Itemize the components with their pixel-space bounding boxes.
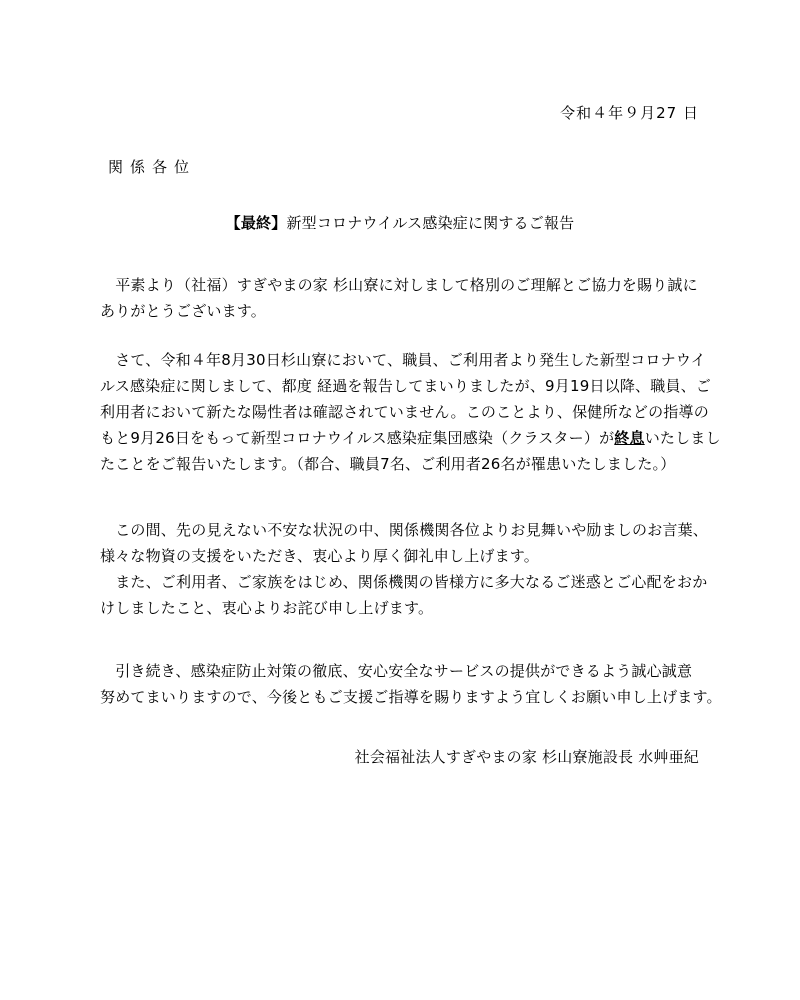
paragraph-line: 平素より（社福）すぎやまの家 杉山寮に対しまして格別のご理解とご協力を賜り誠に: [100, 276, 698, 294]
paragraph-line: 引き続き、感染症防止対策の徹底、安心安全なサービスの提供ができるよう誠心誠意: [100, 662, 693, 680]
paragraph-thanks: [100, 517, 708, 569]
document-date: 令和４年９月27 日: [560, 104, 699, 122]
paragraph-greeting: [100, 272, 698, 324]
title-tag: 【最終】: [225, 214, 287, 232]
paragraph-report: [100, 347, 721, 477]
paragraph-line: [100, 425, 721, 451]
paragraph-line: さて、令和４年8月30日杉山寮において、職員、ご利用者より発生した新型コロナウイ: [100, 351, 706, 369]
paragraph-line: 利用者において新たな陽性者は確認されていません。このことより、保健所などの指導の: [100, 403, 709, 421]
paragraph-line: また、ご利用者、ご家族をはじめ、関係機関の皆様方に多大なるご迷惑とご心配をおか: [100, 573, 708, 591]
paragraph-line: たことをご報告いたします。（都合、職員7名、ご利用者26名が罹患いたしました。）: [100, 455, 676, 473]
line-text: いたしまし: [644, 429, 721, 447]
paragraph-apology: [100, 569, 707, 621]
paragraph-line: この間、先の見えない不安な状況の中、関係機関各位よりお見舞いや励ましのお言葉、: [100, 521, 709, 539]
paragraph-closing: [100, 658, 722, 710]
paragraph-line: 様々な物資の支援をいただき、衷心より厚く御礼申し上げます。: [100, 547, 540, 565]
signature: 社会福祉法人すぎやまの家 杉山寮施設長 水艸亜紀: [354, 748, 699, 766]
line-text: もと9月26日をもって新型コロナウイルス感染症集団感染（クラスター）が: [100, 429, 615, 447]
emphasis-text: 終息: [614, 429, 645, 447]
paragraph-line: ルス感染症に関しまして、都度 経過を報告してまいりましたが、9月19日以降、職員、ご: [100, 377, 712, 395]
addressee: 関係各位: [108, 158, 197, 176]
paragraph-line: 努めてまいりますので、今後ともご支援ご指導を賜りますよう宜しくお願い申し上げます。: [100, 688, 722, 706]
title-text: 新型コロナウイルス感染症に関するご報告: [286, 214, 575, 232]
document-title: [0, 213, 800, 233]
paragraph-line: けしましたこと、衷心よりお詫び申し上げます。: [100, 599, 434, 617]
paragraph-line: ありがとうございます。: [100, 302, 267, 320]
